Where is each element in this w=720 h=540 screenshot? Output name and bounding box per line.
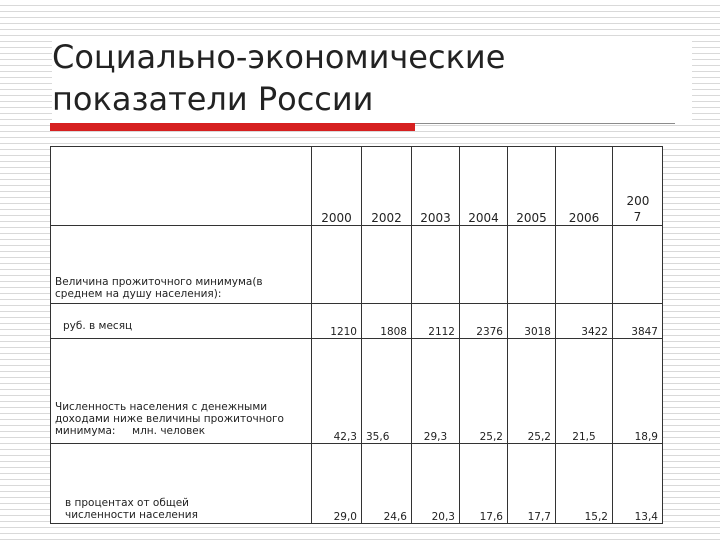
- table-row: [51, 444, 663, 524]
- year-header: 2006: [556, 147, 613, 226]
- table-cell: 42,3: [312, 339, 362, 444]
- year-header: 2004: [460, 147, 508, 226]
- section-label: Величина прожиточного минимума(в среднем на душу населения):: [51, 226, 312, 304]
- table-row: [51, 304, 663, 339]
- header-row: [51, 147, 663, 226]
- table-cell: 24,6: [362, 444, 412, 524]
- table-cell: 29,0: [312, 444, 362, 524]
- table-cell: 29,3: [412, 339, 460, 444]
- table-cell: 17,6: [460, 444, 508, 524]
- year-header-part: 200: [626, 194, 650, 208]
- table-row: [51, 339, 663, 444]
- table-cell: 1808: [362, 304, 412, 339]
- header-label-cell: [51, 147, 312, 226]
- year-header-2007: [613, 147, 663, 226]
- year-header: 2003: [412, 147, 460, 226]
- table-cell: 35,6: [362, 339, 412, 444]
- year-header-part: 7: [633, 210, 642, 224]
- table-cell: 17,7: [508, 444, 556, 524]
- table-cell: 18,9: [613, 339, 663, 444]
- title-accent-bar: [50, 123, 415, 131]
- table-cell: 1210: [312, 304, 362, 339]
- slide-title: [52, 36, 692, 120]
- slide-title-line-1: Социально-экономические: [52, 38, 506, 76]
- row-label: в процентах от общей численности населения: [51, 444, 312, 524]
- table-cell: 25,2: [508, 339, 556, 444]
- table-cell: 25,2: [460, 339, 508, 444]
- table-cell: 15,2: [556, 444, 613, 524]
- table-cell: 2376: [460, 304, 508, 339]
- table-cell: 20,3: [412, 444, 460, 524]
- section-row: [51, 226, 663, 304]
- row-label: Численность населения с денежными доходами ниже величины прожиточного минимума: млн. человек: [51, 339, 312, 444]
- table-cell: 3422: [556, 304, 613, 339]
- table-cell: 2112: [412, 304, 460, 339]
- table-cell: 3018: [508, 304, 556, 339]
- table-cell: 21,5: [556, 339, 613, 444]
- year-header: 2005: [508, 147, 556, 226]
- year-header: 2002: [362, 147, 412, 226]
- year-header: 2000: [312, 147, 362, 226]
- table-cell: 3847: [613, 304, 663, 339]
- slide-title-line-2: показатели России: [52, 80, 374, 118]
- row-label: руб. в месяц: [51, 304, 312, 339]
- table-cell: 13,4: [613, 444, 663, 524]
- indicators-table: [50, 146, 663, 524]
